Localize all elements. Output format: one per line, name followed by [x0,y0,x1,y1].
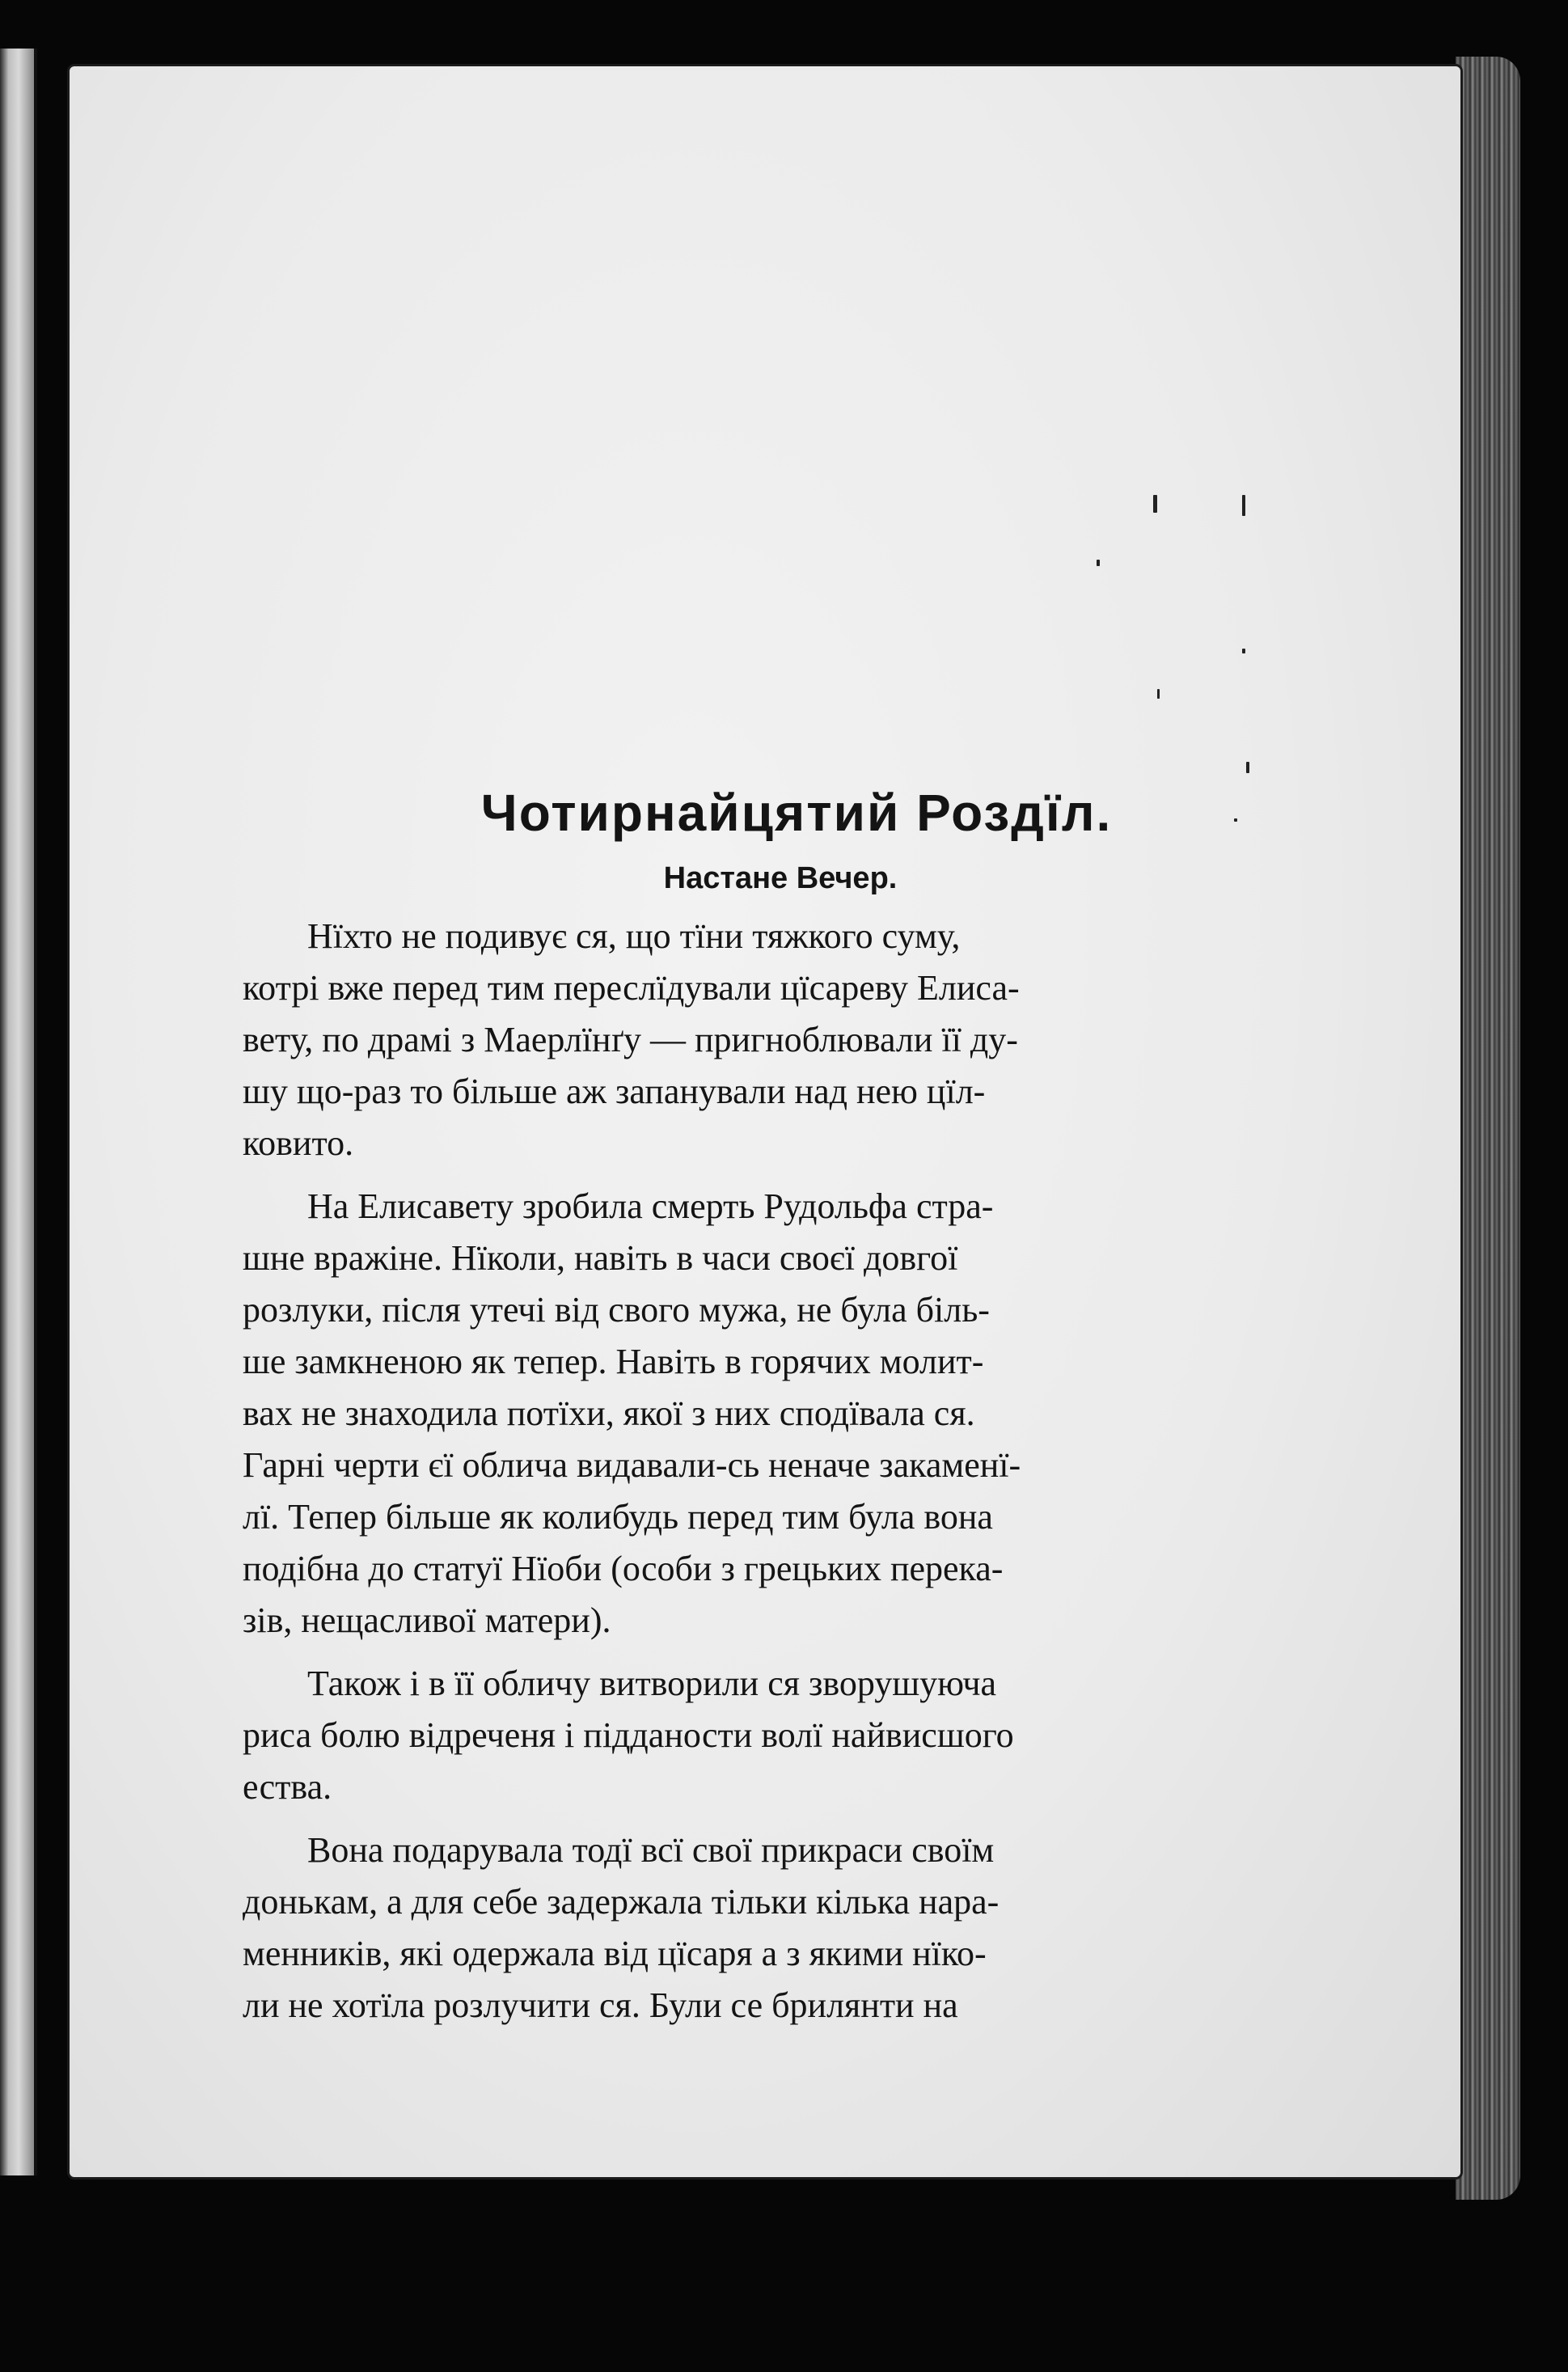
text-line: шне вражіне. Нїколи, навіть в часи своєї довгої [243,1238,958,1278]
adjacent-page-edge [0,49,37,2175]
paragraph-4 [243,1824,1318,2032]
paragraph-1 [243,911,1318,1169]
scan-speck [1097,560,1100,566]
paragraph-2 [243,1181,1318,1647]
text-line: ества. [243,1767,332,1807]
text-line: Нїхто не подивує ся, що тїни тяжкого суму, [307,916,961,956]
scan-speck [1157,689,1160,699]
text-line: розлуки, після утечі від свого мужа, не була біль- [243,1290,990,1330]
text-line: ше замкненою як тепер. Навіть в горячих молит- [243,1342,984,1381]
text-line: риса болю відреченя і пiдданости волї найвисшого [243,1715,1014,1755]
scan-speck [1242,649,1245,653]
section-subtitle: Настане Вечер. [663,861,898,895]
text-line: лї. Тепер більше як колибудь перед тим була вона [243,1497,993,1537]
text-line: Також і в її обличу витворили ся зворушуюча [307,1664,996,1703]
text-line: ковито. [243,1123,354,1163]
text-line: Гарні черти єї облича видавали-сь неначе закаменї- [243,1445,1021,1485]
text-line: котрі вже перед тим переслїдували цїсареву Елиса- [243,968,1020,1008]
scan-speck [1153,495,1157,513]
text-line: Вона подарувала тодї всї свої прикраси своїм [307,1830,995,1870]
scan-speck [1242,495,1245,516]
text-line: вах не знаходила потїхи, якої з них сподївала ся. [243,1393,975,1433]
chapter-title: Чотирнайцятий Роздїл. [480,784,1113,842]
text-line: менників, які одержала від цїсаря а з якими нїко- [243,1934,987,1973]
paragraph-3 [243,1658,1318,1813]
text-line: шу що-раз то більше аж запанували над нею цїл- [243,1072,986,1111]
text-line: зів, нещасливої матери). [243,1600,611,1640]
scan-speck [1246,762,1249,773]
text-line: донькам, а для себе задержала тільки кілька нара- [243,1882,1000,1922]
text-line: вету, по драмі з Маерлїнґу — пригноблювали її ду- [243,1020,1018,1059]
book-page-edges [1456,57,1520,2200]
text-line: На Елисавету зробила смерть Рудольфа стра- [307,1186,994,1226]
text-block [243,776,1318,2043]
text-line: ли не хотїла розлучити ся. Були се брилянти на [243,1985,958,2025]
text-line: подібна до статуї Нїоби (особи з грецьких перека- [243,1549,1004,1588]
